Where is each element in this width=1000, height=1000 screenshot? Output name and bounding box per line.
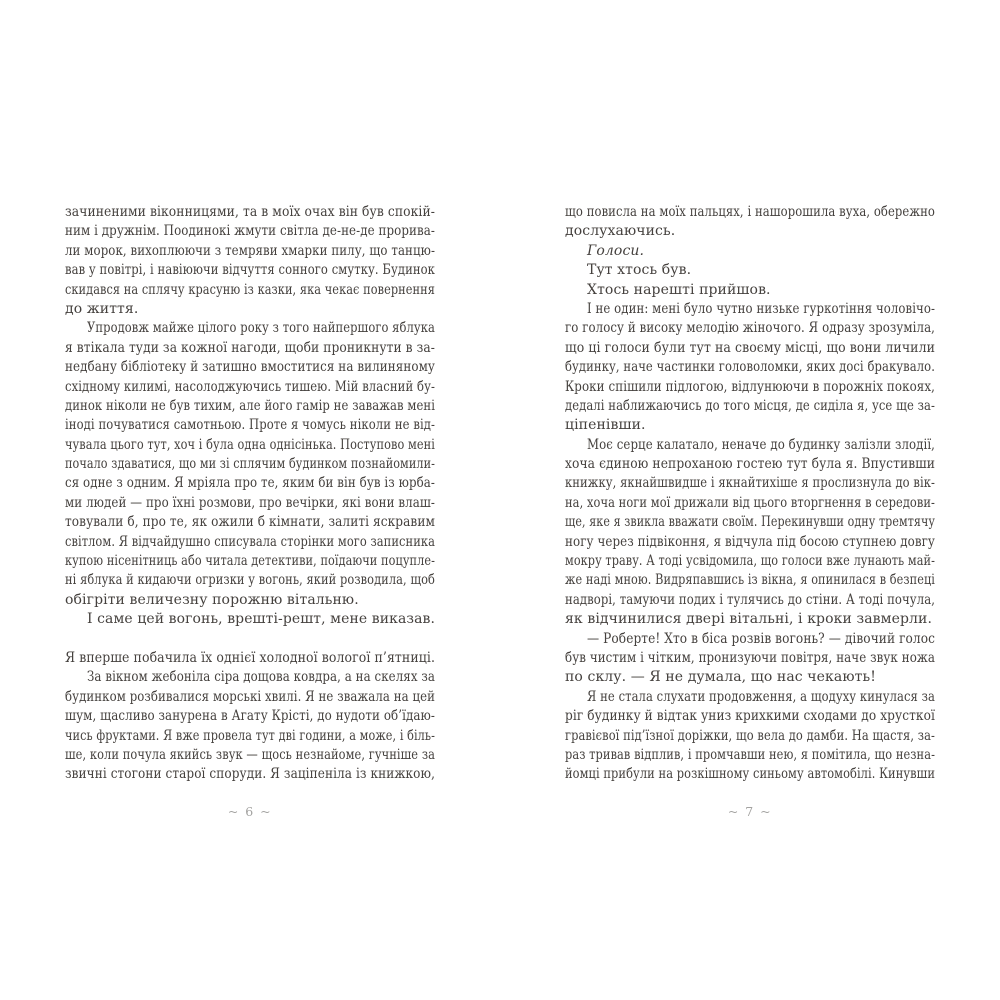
line-text: ріг будинку й відтак униз крихкими сходами до хрусткої <box>565 708 935 725</box>
text-line <box>65 222 435 241</box>
text-line <box>65 746 435 765</box>
text-line <box>565 474 935 493</box>
right-page-text-block <box>565 203 935 785</box>
line-text: на, хоча ноги мої дрижали від цього вторгнення в середови- <box>565 494 935 511</box>
text-line <box>565 746 935 765</box>
text-line <box>65 610 435 629</box>
line-text: купою нісенітниць або читала детективи, поїдаючи поцупле- <box>65 553 435 570</box>
line-text: чись фруктами. Я вже провела тут дві години, а може, і біль- <box>65 727 435 744</box>
line-text: будинку, наче частинки головоломки, яких досі бракувало. <box>565 359 935 376</box>
text-line <box>565 339 935 358</box>
text-line <box>565 242 935 261</box>
line-text: як відчинилися двері вітальні, і кроки завмерли. <box>565 611 933 628</box>
text-line <box>65 668 435 687</box>
line-text: зачиненими віконницями, та в моїх очах він був спокій- <box>65 204 435 220</box>
text-line <box>65 571 435 590</box>
line-text: що ці голоси були тут на своєму місці, що вони личили <box>565 339 935 356</box>
text-line <box>65 727 435 746</box>
line-text: обігріти величезну порожню вітальню. <box>65 591 359 608</box>
text-line <box>565 630 935 649</box>
line-text: хоча єдиною непроханою гостею тут була я. Впустивши <box>565 456 935 473</box>
line-text: дедалі наближаючись до того місця, де сиділа я, усе ще за- <box>565 397 935 414</box>
line-text: вав у повітрі, і навіюючи відчуття сонного смутку. Будинок <box>65 262 435 279</box>
line-text: іноді почуватися самотньою. Проте я чомусь ніколи не від- <box>65 417 435 434</box>
line-text: Я не стала слухати продовження, а щодуху кинулася за <box>587 688 935 705</box>
right-page-number: ~ 7 ~ <box>727 804 773 819</box>
line-text: Тут хтось був. <box>587 262 692 279</box>
text-line <box>565 300 935 319</box>
text-line <box>565 533 935 552</box>
line-text: го голосу й високу мелодію жіночого. Я одразу зрозуміла, <box>565 320 935 337</box>
text-line <box>565 668 935 687</box>
line-text: я втікала туди за кожної нагоди, щоби проникнути в за- <box>65 339 435 356</box>
text-line <box>65 513 435 532</box>
text-line <box>65 552 435 571</box>
line-text: Кроки спішили підлогою, відлунюючи в порожніх покоях, <box>565 378 935 395</box>
line-text: товували б, про те, як ожили б кімнати, залиті яскравим <box>65 514 435 531</box>
text-line <box>565 397 935 416</box>
line-text: І не один: мені було чутно низьке гуркотіння чоловічо- <box>587 300 935 317</box>
line-text: недбану бібліотеку й затишно вмоститися на вилиняному <box>65 359 435 376</box>
text-line <box>565 319 935 338</box>
line-text: дослухаючись. <box>565 223 676 240</box>
text-line <box>65 261 435 280</box>
text-line <box>65 416 435 435</box>
text-line <box>65 319 435 338</box>
text-line <box>565 571 935 590</box>
text-line <box>565 765 935 784</box>
line-text: Моє серце калатало, неначе до будинку залізли злодії, <box>587 436 935 453</box>
line-text: ні яблука й кидаючи огризки у вогонь, який розводила, щоб <box>65 572 435 589</box>
text-line <box>65 765 435 784</box>
line-text: ногу через підвіконня, я відчула під босою ступнею довгу <box>565 533 935 550</box>
text-line <box>565 552 935 571</box>
text-line <box>565 436 935 455</box>
text-line <box>565 222 935 241</box>
italic-line-text: Голоси. <box>587 242 645 259</box>
text-line <box>565 649 935 668</box>
text-line <box>565 494 935 513</box>
text-line <box>65 688 435 707</box>
line-text: — Роберте! Хто в біса розвів вогонь? — дівочий голос <box>587 630 935 647</box>
line-text: динок ніколи не був тихим, але його гамір не заважав мені <box>65 397 435 414</box>
line-text: мокру траву. А тоді усвідомила, що голоси вже лунають май- <box>565 553 935 570</box>
text-line <box>65 474 435 493</box>
line-text: східному килимі, насолоджуючись тишею. Мій власний бу- <box>65 378 435 395</box>
line-text: що повисла на моїх пальцях, і нашорошила вуха, обережно <box>565 204 935 220</box>
line-text: був чистим і чітким, пронизуючи повітря, наче звук ножа <box>565 649 935 666</box>
text-line <box>565 358 935 377</box>
text-line <box>565 416 935 435</box>
text-line <box>565 591 935 610</box>
line-text: ше, коли почула якийсь звук — щось незнайоме, гучніше за <box>65 746 435 763</box>
line-text: книжку, якнайшвидше і якнайтихіше я прослизнула до вік- <box>565 475 935 492</box>
text-line <box>65 281 435 300</box>
text-line <box>65 494 435 513</box>
text-line <box>65 397 435 416</box>
blank-line <box>65 630 435 649</box>
text-line <box>65 533 435 552</box>
text-line <box>565 610 935 629</box>
text-line <box>65 707 435 726</box>
text-line <box>565 707 935 726</box>
line-text: ли морок, вихоплюючи з темряви хмарки пилу, що танцю- <box>65 242 435 259</box>
line-text: Я вперше побачила їх однієї холодної вологої п’ятниці. <box>65 649 435 666</box>
line-text: Упродовж майже цілого року з того найпершого яблука <box>87 320 435 337</box>
text-line <box>65 242 435 261</box>
text-line <box>65 300 435 319</box>
line-text: звичні стогони старої споруди. Я заціпеніла із книжкою, <box>65 766 435 783</box>
line-text: йомці прибули на розкішному синьому автомобілі. Кинувши <box>565 766 935 783</box>
line-text: по склу. — Я не думала, що нас чекають! <box>565 669 876 686</box>
left-page-text-block <box>65 203 435 785</box>
text-line <box>65 591 435 610</box>
line-text: ми людей — про їхні розмови, про вечірки, які вони влаш- <box>65 494 435 511</box>
text-line <box>565 455 935 474</box>
line-text: чувала цього тут, хоч і була одна однісінька. Поступово мені <box>65 436 435 453</box>
text-line <box>565 513 935 532</box>
text-line <box>565 727 935 746</box>
text-line <box>565 281 935 300</box>
text-line <box>65 436 435 455</box>
line-text: ще, яке я звикла вважати своїм. Перекинувши одну тремтячу <box>565 514 935 531</box>
line-text: до життя. <box>65 300 139 317</box>
line-text: раз тривав відплив, і промчавши нею, я помітила, що незна- <box>565 746 935 763</box>
line-text: За вікном жебоніла сіра дощова ковдра, а на скелях за <box>87 669 435 686</box>
text-line <box>565 378 935 397</box>
line-text: ціпенівши. <box>565 417 646 434</box>
text-line <box>65 649 435 668</box>
line-text: шум, щасливо занурена в Агату Крісті, до нудоти об’їдаю- <box>65 708 435 725</box>
text-line <box>65 378 435 397</box>
text-line <box>565 688 935 707</box>
line-text: гравієвої під’їзної доріжки, що вела до дамби. На щастя, за- <box>565 727 935 744</box>
left-page-number: ~ 6 ~ <box>227 804 273 819</box>
line-text: будинком розбивалися морські хвилі. Я не зважала на цей <box>65 688 435 705</box>
line-text: І саме цей вогонь, врешті-решт, мене виказав. <box>87 611 435 628</box>
text-line <box>565 203 935 222</box>
text-line <box>65 358 435 377</box>
line-text: ся одне з одним. Я мріяла про те, яким би він був із юрба- <box>65 475 435 492</box>
line-text: Хтось нарешті прийшов. <box>587 281 771 298</box>
text-line <box>65 339 435 358</box>
line-text: ним і дружнім. Поодинокі жмути світла де-не-де прорива- <box>65 223 435 240</box>
text-line <box>65 203 435 222</box>
line-text: надворі, тамуючи подих і тулячись до стіни. А тоді почула, <box>565 591 935 608</box>
line-text: світлом. Я відчайдушно списувала сторінки мого записника <box>65 533 435 550</box>
line-text: скидався на сплячу красуню із казки, яка чекає повернення <box>65 281 435 298</box>
text-line <box>65 455 435 474</box>
text-line <box>565 261 935 280</box>
line-text: же наді мною. Видряпавшись із вікна, я опинилася в безпеці <box>565 572 935 589</box>
line-text: почало здаватися, що ми зі сплячим будинком познайомили- <box>65 456 435 473</box>
